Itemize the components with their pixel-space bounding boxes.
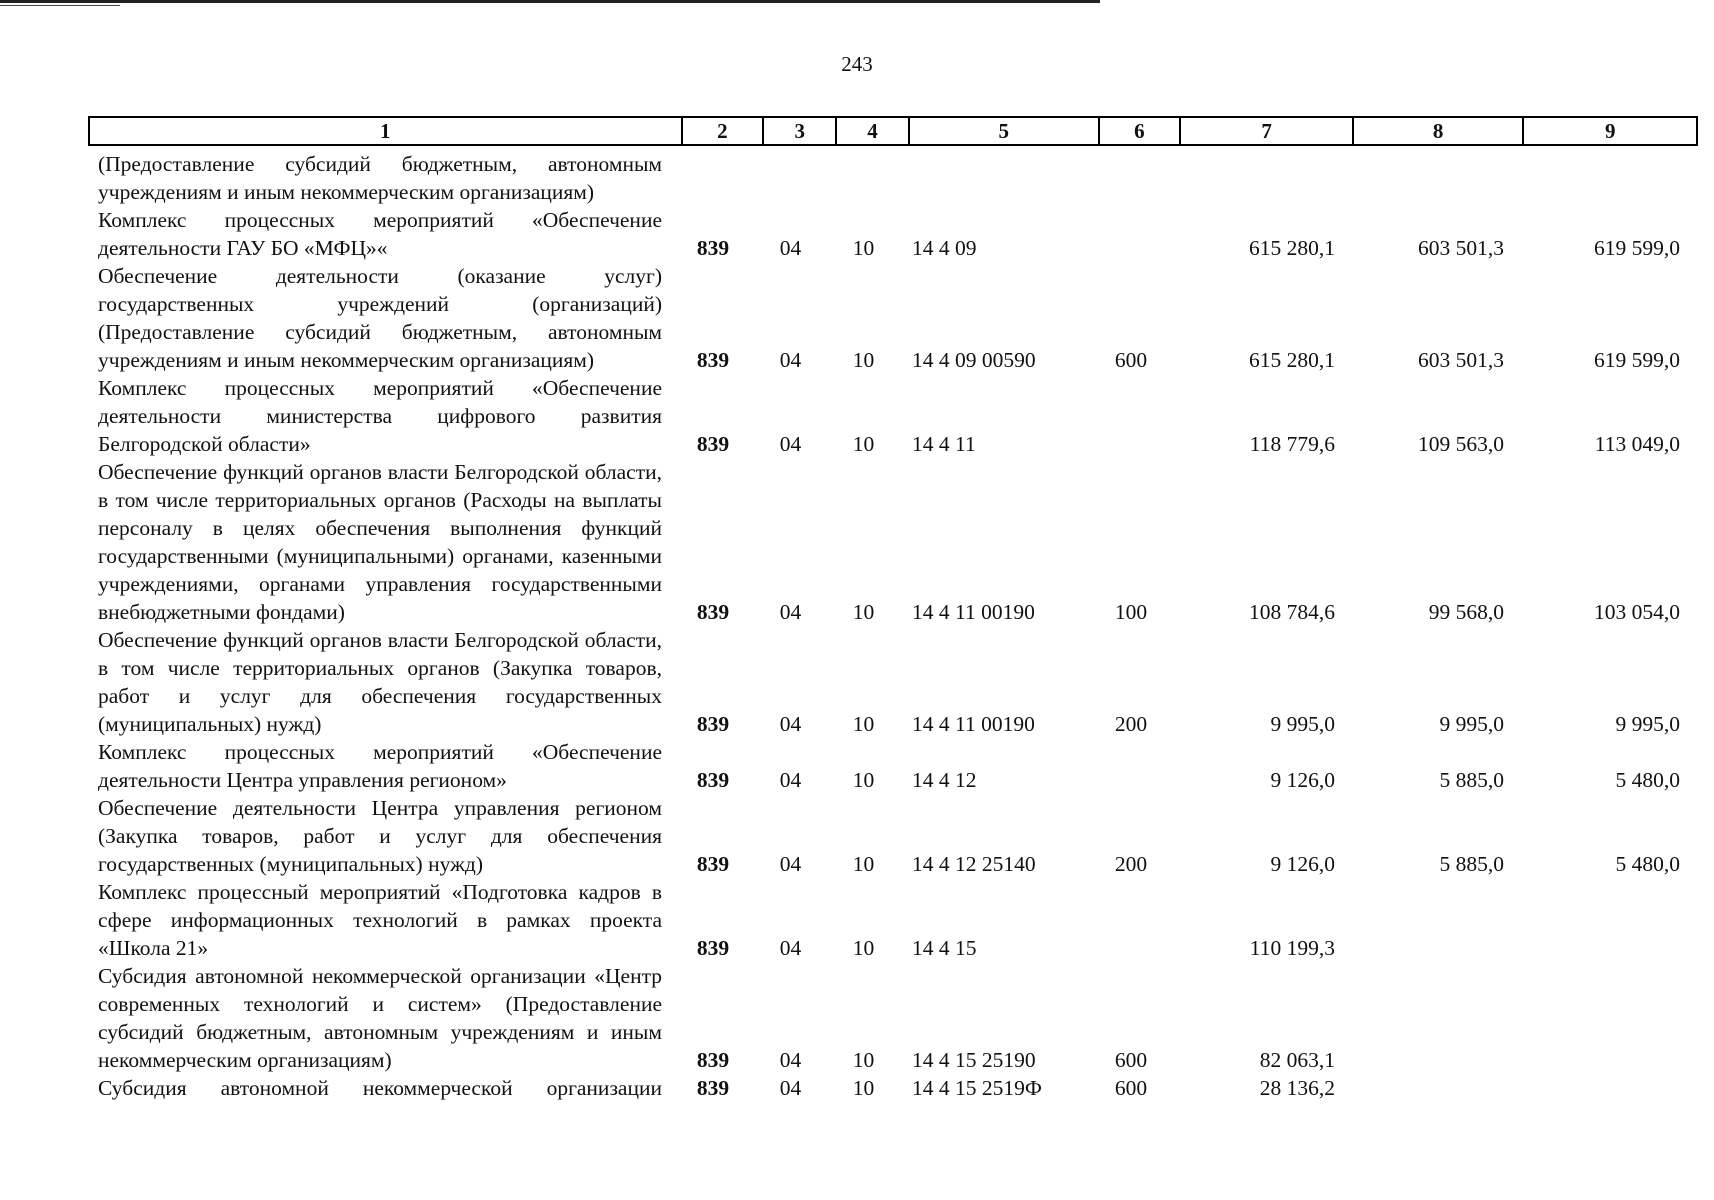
cell-amount-2: 603 501,3 xyxy=(1418,348,1504,372)
cell-expense-type: 600 xyxy=(1114,1048,1148,1072)
cell-section: 04 xyxy=(779,348,802,372)
row-description: Комплекс процессных мероприятий «Обеспечение деятельности ГАУ БО «МФЦ»« xyxy=(98,208,662,260)
header-col-2: 2 xyxy=(683,118,765,144)
header-col-1: 1 xyxy=(90,118,683,144)
cell-ministry: 839 xyxy=(696,236,730,260)
cell-ministry: 839 xyxy=(696,936,730,960)
cell-amount-2: 5 885,0 xyxy=(1439,852,1504,876)
row-description: Обеспечение функций органов власти Белгородской области, в том числе территориальных органов (Расходы на выплаты персоналу в целях обеспечения выполнения функций государственными (муниципальными) органами, казенными учреждениями, органами управления государственными внебюджетными фондами) xyxy=(98,460,662,624)
header-col-8: 8 xyxy=(1354,118,1525,144)
cell-amount-2: 603 501,3 xyxy=(1418,236,1504,260)
cell-amount-3: 619 599,0 xyxy=(1594,236,1680,260)
cell-amount-3: 103 054,0 xyxy=(1594,600,1680,624)
row-description: Комплекс процессных мероприятий «Обеспечение деятельности Центра управления регионом» xyxy=(98,740,662,792)
cell-subsection: 10 xyxy=(852,712,875,736)
cell-amount-3: 5 480,0 xyxy=(1615,852,1680,876)
cell-amount-1: 9 126,0 xyxy=(1270,852,1335,876)
table-row xyxy=(88,206,1698,262)
page-number: 243 xyxy=(841,52,873,76)
cell-target-article: 14 4 11 00190 xyxy=(912,600,1035,624)
header-col-3: 3 xyxy=(764,118,837,144)
cell-amount-1: 108 784,6 xyxy=(1249,600,1335,624)
cell-amount-1: 9 126,0 xyxy=(1270,768,1335,792)
cell-subsection: 10 xyxy=(852,936,875,960)
cell-expense-type: 600 xyxy=(1114,348,1148,372)
cell-amount-1: 615 280,1 xyxy=(1249,236,1335,260)
cell-ministry: 839 xyxy=(696,1076,730,1100)
cell-amount-1: 110 199,3 xyxy=(1249,936,1335,960)
header-col-6: 6 xyxy=(1100,118,1182,144)
table-row xyxy=(88,878,1698,962)
row-description: Комплекс процессный мероприятий «Подготовка кадров в сфере информационных технологий в рамках проекта «Школа 21» xyxy=(98,880,662,960)
cell-target-article: 14 4 09 xyxy=(912,236,977,260)
cell-section: 04 xyxy=(779,600,802,624)
cell-expense-type: 600 xyxy=(1114,1076,1148,1100)
cell-section: 04 xyxy=(779,432,802,456)
row-description: Обеспечение деятельности (оказание услуг) государственных учреждений (организаций) (Предоставление субсидий бюджетным, автономным учреждениям и иным некоммерческим организациям) xyxy=(98,264,662,372)
cell-subsection: 10 xyxy=(852,432,875,456)
cell-amount-1: 9 995,0 xyxy=(1270,712,1335,736)
cell-subsection: 10 xyxy=(852,768,875,792)
header-col-5: 5 xyxy=(910,118,1100,144)
cell-target-article: 14 4 15 25190 xyxy=(912,1048,1036,1072)
table-row xyxy=(88,374,1698,458)
cell-amount-2: 109 563,0 xyxy=(1418,432,1504,456)
cell-ministry: 839 xyxy=(696,768,730,792)
table-row xyxy=(88,794,1698,878)
cell-section: 04 xyxy=(779,768,802,792)
cell-amount-1: 28 136,2 xyxy=(1259,1076,1335,1100)
row-description: Субсидия автономной некоммерческой организации xyxy=(98,1076,662,1100)
cell-amount-1: 118 779,6 xyxy=(1249,432,1335,456)
cell-amount-3: 5 480,0 xyxy=(1615,768,1680,792)
table-row xyxy=(88,150,1698,206)
table-row xyxy=(88,738,1698,794)
cell-expense-type: 200 xyxy=(1114,852,1148,876)
cell-amount-3: 113 049,0 xyxy=(1594,432,1680,456)
cell-ministry: 839 xyxy=(696,1048,730,1072)
table-row xyxy=(88,626,1698,738)
cell-expense-type: 200 xyxy=(1114,712,1148,736)
table-row xyxy=(88,262,1698,374)
row-description: (Предоставление субсидий бюджетным, автономным учреждениям и иным некоммерческим организациям) xyxy=(98,152,662,204)
cell-subsection: 10 xyxy=(852,600,875,624)
cell-section: 04 xyxy=(779,712,802,736)
scan-edge xyxy=(0,0,1100,3)
table-row xyxy=(88,1074,1698,1102)
cell-target-article: 14 4 12 25140 xyxy=(912,852,1036,876)
cell-target-article: 14 4 11 00190 xyxy=(912,712,1035,736)
cell-section: 04 xyxy=(779,236,802,260)
cell-ministry: 839 xyxy=(696,712,730,736)
row-description: Комплекс процессных мероприятий «Обеспечение деятельности министерства цифрового развития Белгородской области» xyxy=(98,376,662,456)
table-row xyxy=(88,458,1698,626)
header-col-7: 7 xyxy=(1181,118,1354,144)
cell-target-article: 14 4 09 00590 xyxy=(912,348,1036,372)
cell-ministry: 839 xyxy=(696,348,730,372)
cell-amount-2: 5 885,0 xyxy=(1439,768,1504,792)
cell-section: 04 xyxy=(779,936,802,960)
header-col-9: 9 xyxy=(1604,118,1616,143)
cell-expense-type: 100 xyxy=(1114,600,1148,624)
cell-amount-3: 9 995,0 xyxy=(1615,712,1680,736)
cell-amount-2: 9 995,0 xyxy=(1439,712,1504,736)
cell-amount-1: 82 063,1 xyxy=(1259,1048,1335,1072)
cell-target-article: 14 4 12 xyxy=(912,768,977,792)
cell-section: 04 xyxy=(779,852,802,876)
cell-subsection: 10 xyxy=(852,852,875,876)
cell-target-article: 14 4 15 xyxy=(912,936,977,960)
cell-ministry: 839 xyxy=(696,852,730,876)
header-col-4: 4 xyxy=(837,118,910,144)
cell-target-article: 14 4 15 2519Ф xyxy=(912,1076,1042,1100)
cell-ministry: 839 xyxy=(696,432,730,456)
table-body xyxy=(88,150,1698,1102)
scan-edge-mark xyxy=(0,5,120,6)
cell-subsection: 10 xyxy=(852,1076,875,1100)
cell-amount-1: 615 280,1 xyxy=(1249,348,1335,372)
cell-amount-2: 99 568,0 xyxy=(1428,600,1504,624)
cell-section: 04 xyxy=(779,1048,802,1072)
cell-amount-3: 619 599,0 xyxy=(1594,348,1680,372)
cell-section: 04 xyxy=(779,1076,802,1100)
table-header xyxy=(88,116,1698,146)
row-description: Субсидия автономной некоммерческой организации «Центр современных технологий и систем» (Предоставление субсидий бюджетным, автономным учреждениям и иным некоммерческим организациям) xyxy=(98,964,662,1072)
cell-subsection: 10 xyxy=(852,1048,875,1072)
cell-subsection: 10 xyxy=(852,236,875,260)
cell-subsection: 10 xyxy=(852,348,875,372)
table-row xyxy=(88,962,1698,1074)
cell-ministry: 839 xyxy=(696,600,730,624)
row-description: Обеспечение функций органов власти Белгородской области, в том числе территориальных органов (Закупка товаров, работ и услуг для обеспечения государственных (муниципальных) нужд) xyxy=(98,628,662,736)
cell-target-article: 14 4 11 xyxy=(912,432,976,456)
row-description: Обеспечение деятельности Центра управления регионом (Закупка товаров, работ и услуг для обеспечения государственных (муниципальных) нужд) xyxy=(98,796,662,876)
